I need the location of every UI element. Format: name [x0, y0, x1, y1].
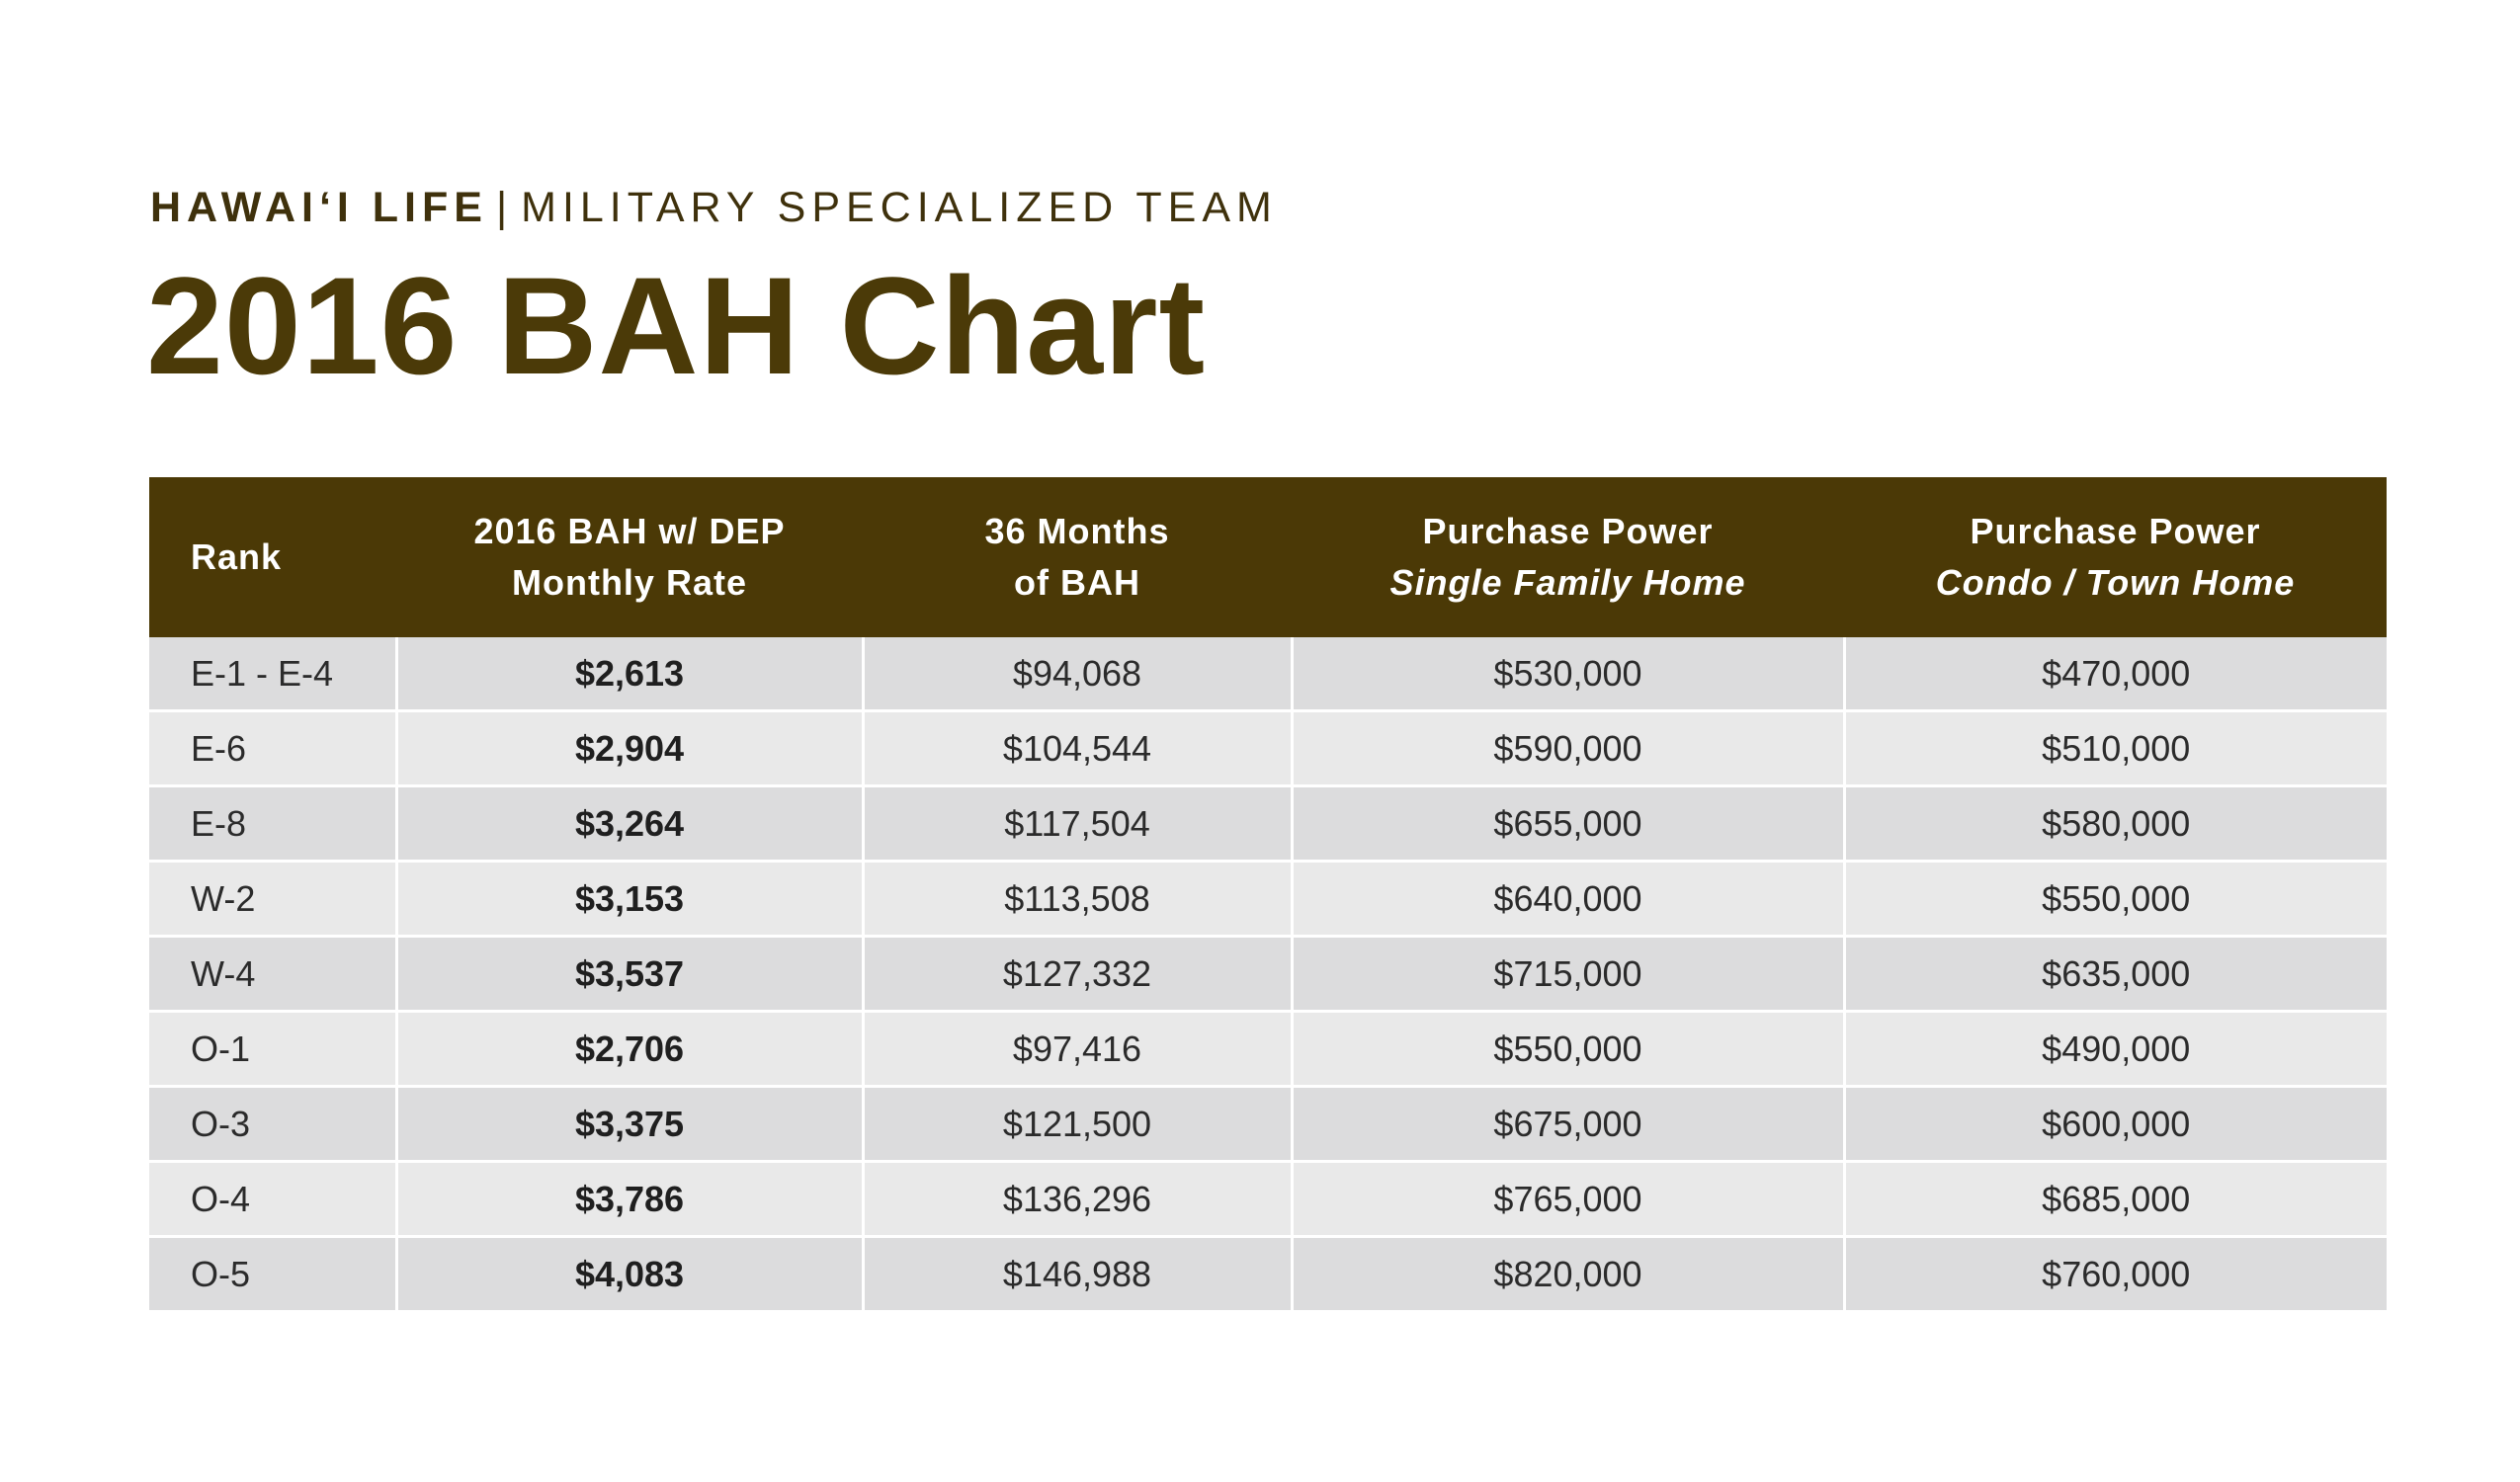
column-header-single-family-line1: Purchase Power	[1422, 511, 1714, 551]
cell-monthly-rate: $2,706	[396, 1012, 863, 1087]
cell-condo: $685,000	[1844, 1162, 2387, 1237]
cell-rank: W-2	[149, 862, 396, 937]
cell-condo: $510,000	[1844, 711, 2387, 786]
column-header-condo	[1844, 477, 2387, 637]
cell-condo: $760,000	[1844, 1237, 2387, 1311]
brand-name: HAWAI‘I LIFE	[150, 184, 488, 231]
table-row	[149, 637, 2387, 711]
column-header-36-months-line2: of BAH	[1014, 562, 1140, 603]
cell-monthly-rate: $3,153	[396, 862, 863, 937]
cell-rank: E-6	[149, 711, 396, 786]
cell-condo: $550,000	[1844, 862, 2387, 937]
cell-rank: W-4	[149, 937, 396, 1012]
cell-monthly-rate: $3,537	[396, 937, 863, 1012]
cell-single-family: $820,000	[1292, 1237, 1844, 1311]
bah-table	[149, 477, 2387, 1310]
cell-rank: E-8	[149, 786, 396, 862]
table-row	[149, 862, 2387, 937]
cell-condo: $600,000	[1844, 1087, 2387, 1162]
table-row	[149, 786, 2387, 862]
cell-36-months: $97,416	[863, 1012, 1292, 1087]
cell-condo: $580,000	[1844, 786, 2387, 862]
cell-monthly-rate: $3,375	[396, 1087, 863, 1162]
table-row	[149, 937, 2387, 1012]
cell-rank: O-3	[149, 1087, 396, 1162]
cell-36-months: $146,988	[863, 1237, 1292, 1311]
cell-36-months: $117,504	[863, 786, 1292, 862]
cell-rank: O-5	[149, 1237, 396, 1311]
column-header-monthly-rate-line1: 2016 BAH w/ DEP	[473, 511, 786, 551]
cell-monthly-rate: $2,613	[396, 637, 863, 711]
table-row	[149, 711, 2387, 786]
cell-rank: E-1 - E-4	[149, 637, 396, 711]
cell-condo: $490,000	[1844, 1012, 2387, 1087]
cell-single-family: $675,000	[1292, 1087, 1844, 1162]
table-row	[149, 1237, 2387, 1311]
table-row	[149, 1162, 2387, 1237]
cell-36-months: $104,544	[863, 711, 1292, 786]
table-row	[149, 1087, 2387, 1162]
cell-single-family: $655,000	[1292, 786, 1844, 862]
column-header-36-months	[863, 477, 1292, 637]
column-header-rank: Rank	[149, 477, 396, 637]
column-header-monthly-rate-line2: Monthly Rate	[511, 562, 747, 603]
cell-single-family: $640,000	[1292, 862, 1844, 937]
cell-condo: $470,000	[1844, 637, 2387, 711]
table-header-row	[149, 477, 2387, 637]
cell-single-family: $765,000	[1292, 1162, 1844, 1237]
page-title: 2016 BAH Chart	[146, 248, 1207, 403]
cell-single-family: $590,000	[1292, 711, 1844, 786]
table-row	[149, 1012, 2387, 1087]
cell-36-months: $113,508	[863, 862, 1292, 937]
cell-36-months: $121,500	[863, 1087, 1292, 1162]
cell-single-family: $715,000	[1292, 937, 1844, 1012]
cell-condo: $635,000	[1844, 937, 2387, 1012]
cell-single-family: $530,000	[1292, 637, 1844, 711]
column-header-36-months-line1: 36 Months	[984, 511, 1170, 551]
brand-line	[150, 180, 1278, 235]
brand-separator: |	[495, 184, 514, 231]
cell-36-months: $127,332	[863, 937, 1292, 1012]
cell-monthly-rate: $3,264	[396, 786, 863, 862]
cell-monthly-rate: $4,083	[396, 1237, 863, 1311]
team-name: MILITARY SPECIALIZED TEAM	[521, 184, 1278, 231]
cell-rank: O-1	[149, 1012, 396, 1087]
column-header-condo-line2: Condo / Town Home	[1935, 562, 2296, 603]
cell-monthly-rate: $2,904	[396, 711, 863, 786]
cell-rank: O-4	[149, 1162, 396, 1237]
column-header-monthly-rate	[396, 477, 863, 637]
cell-36-months: $136,296	[863, 1162, 1292, 1237]
cell-monthly-rate: $3,786	[396, 1162, 863, 1237]
cell-36-months: $94,068	[863, 637, 1292, 711]
column-header-single-family	[1292, 477, 1844, 637]
column-header-single-family-line2: Single Family Home	[1389, 562, 1746, 603]
cell-single-family: $550,000	[1292, 1012, 1844, 1087]
column-header-condo-line1: Purchase Power	[1970, 511, 2261, 551]
